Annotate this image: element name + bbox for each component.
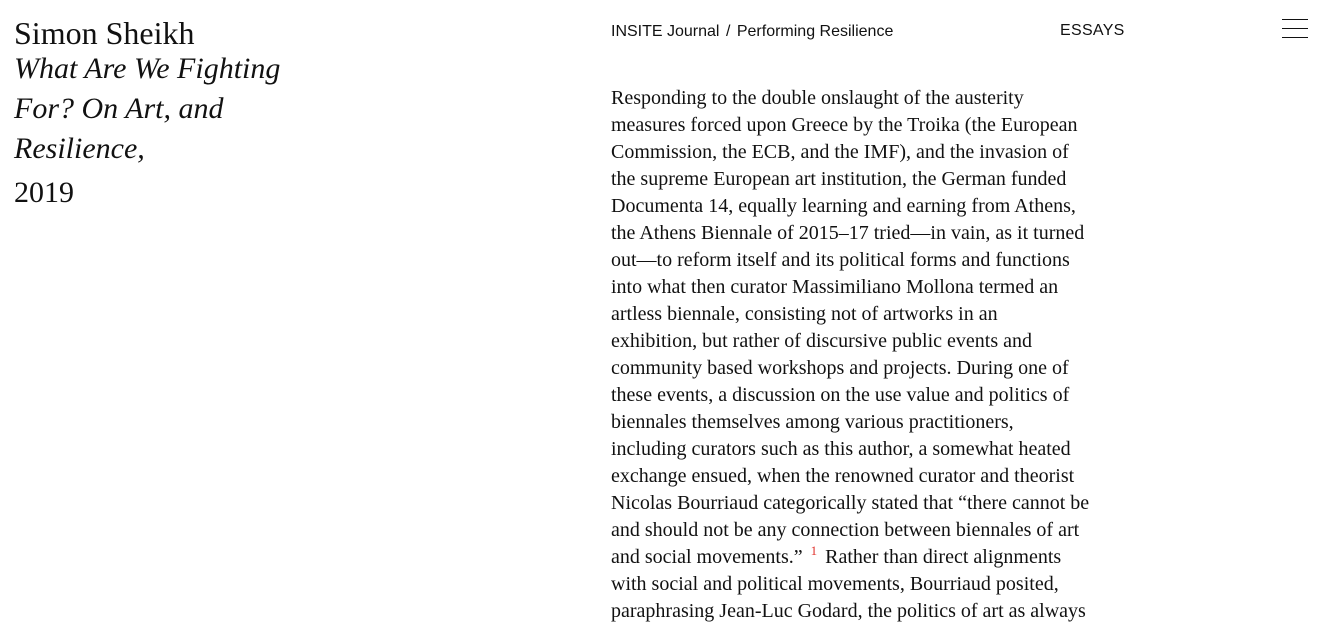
article-line: paraphrasing Jean-Luc Godard, the politics of art as always xyxy=(611,600,1086,622)
menu-bar-bottom xyxy=(1282,37,1308,38)
article-line: Nicolas Bourriaud categorically stated that “there cannot be xyxy=(611,492,1090,514)
article-line: measures forced upon Greece by the Troika (the European xyxy=(611,114,1078,136)
breadcrumb-journal-link[interactable]: INSITE Journal xyxy=(611,23,720,40)
article-line: into what then curator Massimiliano Mollona termed an xyxy=(611,276,1059,298)
article-body xyxy=(611,85,1131,624)
article-line: with social and political movements, Bourriaud posited, xyxy=(611,573,1059,595)
breadcrumb xyxy=(611,22,893,42)
article-line: including curators such as this author, a somewhat heated xyxy=(611,438,1071,460)
menu-bar-middle xyxy=(1282,28,1308,29)
article-line-footnote xyxy=(611,544,1131,571)
article-line: biennales themselves among various practitioners, xyxy=(611,411,1014,433)
article-line: the Athens Biennale of 2015–17 tried—in vain, as it turned xyxy=(611,222,1085,244)
article-line: exchange ensued, when the renowned curator and theorist xyxy=(611,465,1075,487)
hamburger-menu-icon[interactable] xyxy=(1282,18,1308,42)
publication-year: 2019 xyxy=(14,176,74,209)
article-line: exhibition, but rather of discursive public events and xyxy=(611,330,1033,352)
menu-bar-top xyxy=(1282,19,1308,20)
article-line: community based workshops and projects. During one of xyxy=(611,357,1069,379)
essays-link[interactable]: ESSAYS xyxy=(1060,22,1125,39)
footnote-preceding-text: and social movements.” xyxy=(611,546,803,568)
article-line: out—to reform itself and its political forms and functions xyxy=(611,249,1070,271)
article-line: Commission, the ECB, and the IMF), and the invasion of xyxy=(611,141,1069,163)
article-line: these events, a discussion on the use value and politics of xyxy=(611,384,1070,406)
footnote-link[interactable]: 1 xyxy=(810,543,818,559)
article-line: Responding to the double onslaught of the austerity xyxy=(611,87,1024,109)
article-line: the supreme European art institution, the German funded xyxy=(611,168,1067,190)
author-name: Simon Sheikh xyxy=(14,15,195,51)
breadcrumb-separator: / xyxy=(725,23,731,40)
breadcrumb-section-link[interactable]: Performing Resilience xyxy=(736,23,894,40)
article-line: artless biennale, consisting not of artworks in an xyxy=(611,303,998,325)
article-line: and should not be any connection between biennales of art xyxy=(611,519,1080,541)
article-line: Documenta 14, equally learning and earning from Athens, xyxy=(611,195,1076,217)
footnote-following-text: Rather than direct alignments xyxy=(825,546,1062,568)
essay-title: What Are We Fighting For? On Art, and Resilience, xyxy=(14,52,281,165)
